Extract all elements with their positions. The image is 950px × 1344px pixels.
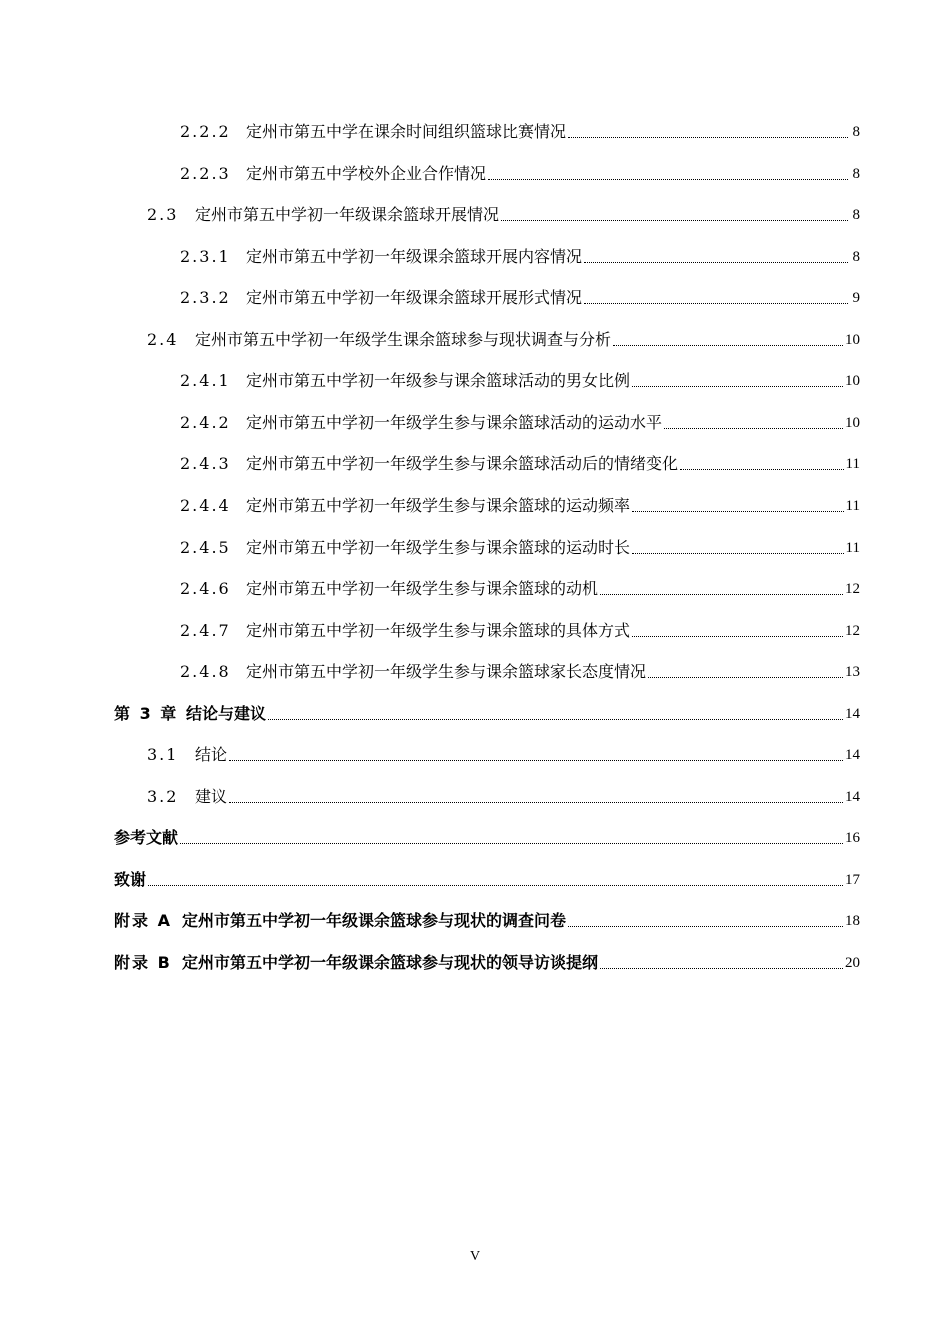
toc-entry[interactable] — [180, 450, 860, 474]
toc-entry[interactable] — [114, 824, 860, 848]
toc-entry-number: 2.2.2 — [180, 122, 231, 141]
toc-dot-leader — [648, 676, 843, 678]
toc-entry-title: 定州市第五中学初一年级课余篮球参与现状的领导访谈提纲 — [182, 953, 599, 972]
toc-entry-title: 定州市第五中学初一年级学生参与课余篮球的动机 — [246, 579, 599, 599]
toc-dot-leader — [501, 219, 848, 221]
toc-entry-page: 10 — [845, 331, 860, 348]
toc-entry-page: 11 — [845, 539, 860, 556]
toc-entry[interactable] — [114, 866, 860, 890]
toc-entry[interactable] — [180, 243, 860, 267]
toc-entry-number: 2.4.4 — [180, 495, 231, 515]
toc-entry-number: 2.4.5 — [180, 537, 231, 557]
toc-entry-title: 定州市第五中学初一年级学生参与课余篮球的具体方式 — [246, 620, 631, 640]
toc-entry[interactable] — [180, 409, 860, 433]
toc-entry-number: 3.2 — [147, 786, 179, 806]
toc-entry-page: 10 — [845, 414, 860, 431]
toc-entry[interactable] — [180, 160, 860, 184]
toc-entry-number: 2.4.1 — [180, 371, 231, 391]
toc-entry-number: 2.3 — [147, 205, 179, 225]
toc-entry-page: 16 — [845, 830, 860, 847]
page-number-footer: V — [469, 1249, 481, 1264]
toc-entry-title: 定州市第五中学初一年级学生参与课余篮球活动后的情绪变化 — [246, 454, 679, 474]
toc-dot-leader — [632, 385, 843, 387]
toc-entry-page: 20 — [845, 955, 860, 971]
toc-entry-page: 18 — [845, 913, 860, 930]
toc-entry-title: 定州市第五中学初一年级学生参与课余篮球家长态度情况 — [246, 662, 647, 682]
toc-entry-title: 结论与建议 — [186, 703, 267, 723]
toc-entry-title: 定州市第五中学初一年级学生参与课余篮球活动的运动水平 — [246, 412, 663, 432]
toc-entry-title: 定州市第五中学初一年级学生参与课余篮球的运动时长 — [246, 537, 631, 557]
toc-dot-leader — [600, 593, 843, 595]
toc-entry-title: 定州市第五中学初一年级课余篮球开展内容情况 — [246, 246, 583, 266]
toc-entry-title: 定州市第五中学初一年级参与课余篮球活动的男女比例 — [246, 371, 631, 391]
toc-entry[interactable] — [147, 783, 860, 807]
toc-entry-title: 定州市第五中学初一年级课余篮球参与现状的调查问卷 — [182, 911, 567, 931]
toc-entry-page: 11 — [845, 497, 860, 514]
toc-dot-leader — [488, 178, 848, 180]
toc-dot-leader — [613, 344, 843, 346]
toc-entry-title: 结论 — [195, 745, 228, 765]
toc-entry-number: 附录 B — [114, 953, 172, 972]
toc-dot-leader — [664, 427, 843, 429]
toc-entry-number: 2.4 — [147, 329, 179, 349]
toc-entry-title: 定州市第五中学初一年级学生参与课余篮球的运动频率 — [246, 495, 631, 515]
toc-entry-number: 2.4.8 — [180, 662, 231, 682]
toc-entry-page: 17 — [845, 871, 860, 888]
toc-entry[interactable] — [180, 118, 860, 142]
toc-entry-page: 12 — [845, 622, 860, 639]
toc-entry[interactable] — [180, 492, 860, 516]
toc-entry-number: 2.3.1 — [180, 246, 231, 266]
toc-entry[interactable] — [180, 617, 860, 641]
toc-entry-page: 14 — [845, 788, 860, 805]
toc-dot-leader — [632, 510, 844, 512]
toc-entry-number: 2.4.6 — [180, 579, 231, 599]
toc-entry-number: 2.4.2 — [180, 412, 231, 432]
toc-entry-number: 第 3 章 — [114, 703, 179, 723]
toc-entry[interactable] — [114, 949, 860, 973]
toc-dot-leader — [229, 759, 843, 761]
toc-entry-page: 8 — [852, 124, 860, 140]
toc-entry[interactable] — [114, 907, 860, 931]
toc-entry-number: 2.4.7 — [180, 620, 231, 640]
toc-entry-number: 2.2.3 — [180, 163, 231, 183]
toc-entry-page: 14 — [845, 705, 860, 722]
toc-entry[interactable] — [180, 367, 860, 391]
toc-entry-page: 14 — [845, 747, 860, 764]
toc-entry-title: 定州市第五中学初一年级学生课余篮球参与现状调查与分析 — [195, 329, 612, 349]
toc-entry-page: 12 — [845, 581, 860, 598]
toc-dot-leader — [600, 967, 843, 969]
toc-entry-title: 定州市第五中学初一年级课余篮球开展情况 — [195, 205, 500, 225]
toc-dot-leader — [568, 136, 848, 138]
toc-dot-leader — [229, 801, 843, 803]
toc-entry-page: 11 — [845, 456, 860, 473]
toc-entry[interactable] — [147, 201, 860, 225]
toc-dot-leader — [632, 635, 843, 637]
toc-entry-page: 8 — [852, 207, 860, 224]
toc-dot-leader — [584, 261, 848, 263]
toc-entry-page: 13 — [845, 664, 860, 681]
toc-entry-title: 建议 — [195, 786, 228, 806]
toc-entry-title: 定州市第五中学在课余时间组织篮球比赛情况 — [246, 122, 567, 141]
toc-entry-number: 附录 A — [114, 911, 172, 931]
toc-entry[interactable] — [180, 534, 860, 558]
toc-dot-leader — [680, 468, 844, 470]
toc-entry[interactable] — [147, 741, 860, 765]
toc-dot-leader — [584, 302, 848, 304]
toc-dot-leader — [180, 842, 843, 844]
toc-dot-leader — [268, 718, 843, 720]
toc-entry-number: 2.4.3 — [180, 454, 231, 474]
toc-dot-leader — [568, 925, 843, 927]
toc-entry[interactable] — [180, 284, 860, 308]
toc-entry-title: 定州市第五中学初一年级课余篮球开展形式情况 — [246, 288, 583, 308]
toc-dot-leader — [148, 884, 843, 886]
toc-entry-title: 参考文献 — [114, 828, 179, 848]
toc-entry-title: 致谢 — [114, 869, 147, 889]
toc-entry-page: 8 — [852, 165, 860, 182]
toc-entry-number: 2.3.2 — [180, 288, 231, 308]
toc-entry-page: 8 — [852, 248, 860, 265]
toc-entry-number: 3.1 — [147, 745, 179, 765]
toc-dot-leader — [632, 552, 844, 554]
toc-entry[interactable] — [180, 575, 860, 599]
toc-entry-page: 9 — [852, 290, 860, 307]
toc-entry[interactable] — [147, 326, 860, 350]
toc-entry[interactable] — [180, 658, 860, 682]
toc-entry[interactable] — [114, 700, 860, 724]
toc-entry-page: 10 — [845, 373, 860, 390]
toc-entry-title: 定州市第五中学校外企业合作情况 — [246, 163, 487, 183]
